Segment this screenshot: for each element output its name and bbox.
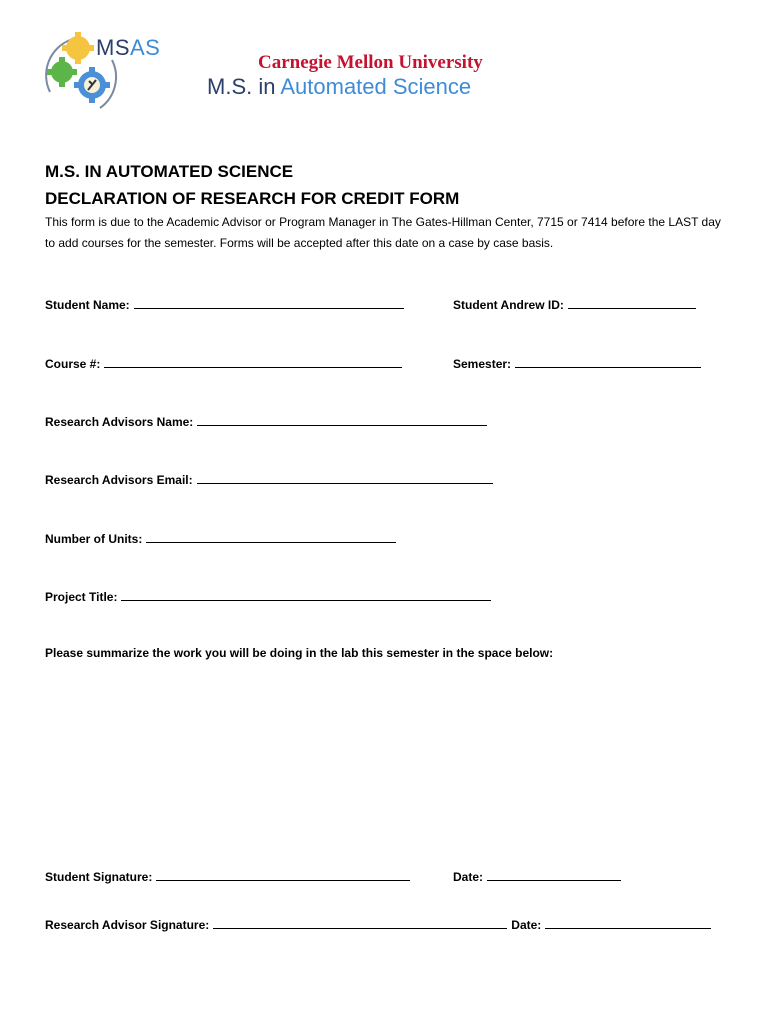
project-title-line[interactable]	[121, 588, 491, 601]
form-intro: This form is due to the Academic Advisor or Program Manager in The Gates-Hillman Center, 7715 or 7414 before the LAST day to add courses for the semester. Forms will be accepted after this date on a case by case basis.	[45, 215, 721, 250]
student-signature-label: Student Signature:	[45, 870, 153, 884]
semester-field[interactable]	[453, 355, 701, 371]
yellow-gear-icon	[62, 32, 94, 64]
date-field[interactable]	[453, 868, 621, 884]
blue-gear-icon	[74, 67, 110, 103]
program-prefix: M.S. in	[207, 74, 281, 99]
project-title-field[interactable]	[45, 588, 491, 604]
student-signature-field[interactable]	[45, 868, 410, 884]
andrew-id-field[interactable]	[453, 296, 696, 312]
student-name-line[interactable]	[134, 296, 404, 309]
advisor-date-label: Date:	[511, 918, 542, 932]
summary-area[interactable]	[45, 670, 725, 855]
units-field[interactable]	[45, 530, 396, 546]
program-name: Automated Science	[280, 74, 472, 99]
logo-ms: MS	[96, 35, 130, 60]
andrew-id-label: Student Andrew ID:	[453, 298, 564, 312]
program-title	[207, 74, 471, 100]
student-name-field[interactable]	[45, 296, 404, 312]
advisor-name-label: Research Advisors Name:	[45, 415, 194, 429]
advisor-signature-field[interactable]	[45, 916, 711, 932]
summary-prompt: Please summarize the work you will be doing in the lab this semester in the space below:	[45, 646, 554, 660]
form-title-line-2: DECLARATION OF RESEARCH FOR CREDIT FORM	[45, 189, 460, 208]
date-line[interactable]	[487, 868, 621, 881]
advisor-date-line[interactable]	[545, 916, 711, 929]
semester-line[interactable]	[515, 355, 701, 368]
semester-label: Semester:	[453, 357, 512, 371]
advisor-name-line[interactable]	[197, 413, 487, 426]
advisor-email-field[interactable]	[45, 471, 493, 487]
units-label: Number of Units:	[45, 532, 143, 546]
student-name-label: Student Name:	[45, 298, 130, 312]
advisor-signature-line[interactable]	[213, 916, 507, 929]
course-field[interactable]	[45, 355, 402, 371]
advisor-signature-label: Research Advisor Signature:	[45, 918, 210, 932]
course-label: Course #:	[45, 357, 101, 371]
advisor-name-field[interactable]	[45, 413, 487, 429]
student-signature-line[interactable]	[156, 868, 410, 881]
advisor-email-line[interactable]	[197, 471, 493, 484]
project-title-label: Project Title:	[45, 590, 118, 604]
logo-wordmark	[96, 35, 160, 61]
advisor-email-label: Research Advisors Email:	[45, 473, 193, 487]
date-label: Date:	[453, 870, 484, 884]
units-line[interactable]	[146, 530, 396, 543]
andrew-id-line[interactable]	[568, 296, 696, 309]
course-line[interactable]	[104, 355, 402, 368]
form-title-line-1: M.S. IN AUTOMATED SCIENCE	[45, 162, 294, 181]
logo-as: AS	[130, 35, 161, 60]
green-gear-icon	[47, 57, 77, 87]
university-name: Carnegie Mellon University	[258, 52, 483, 73]
